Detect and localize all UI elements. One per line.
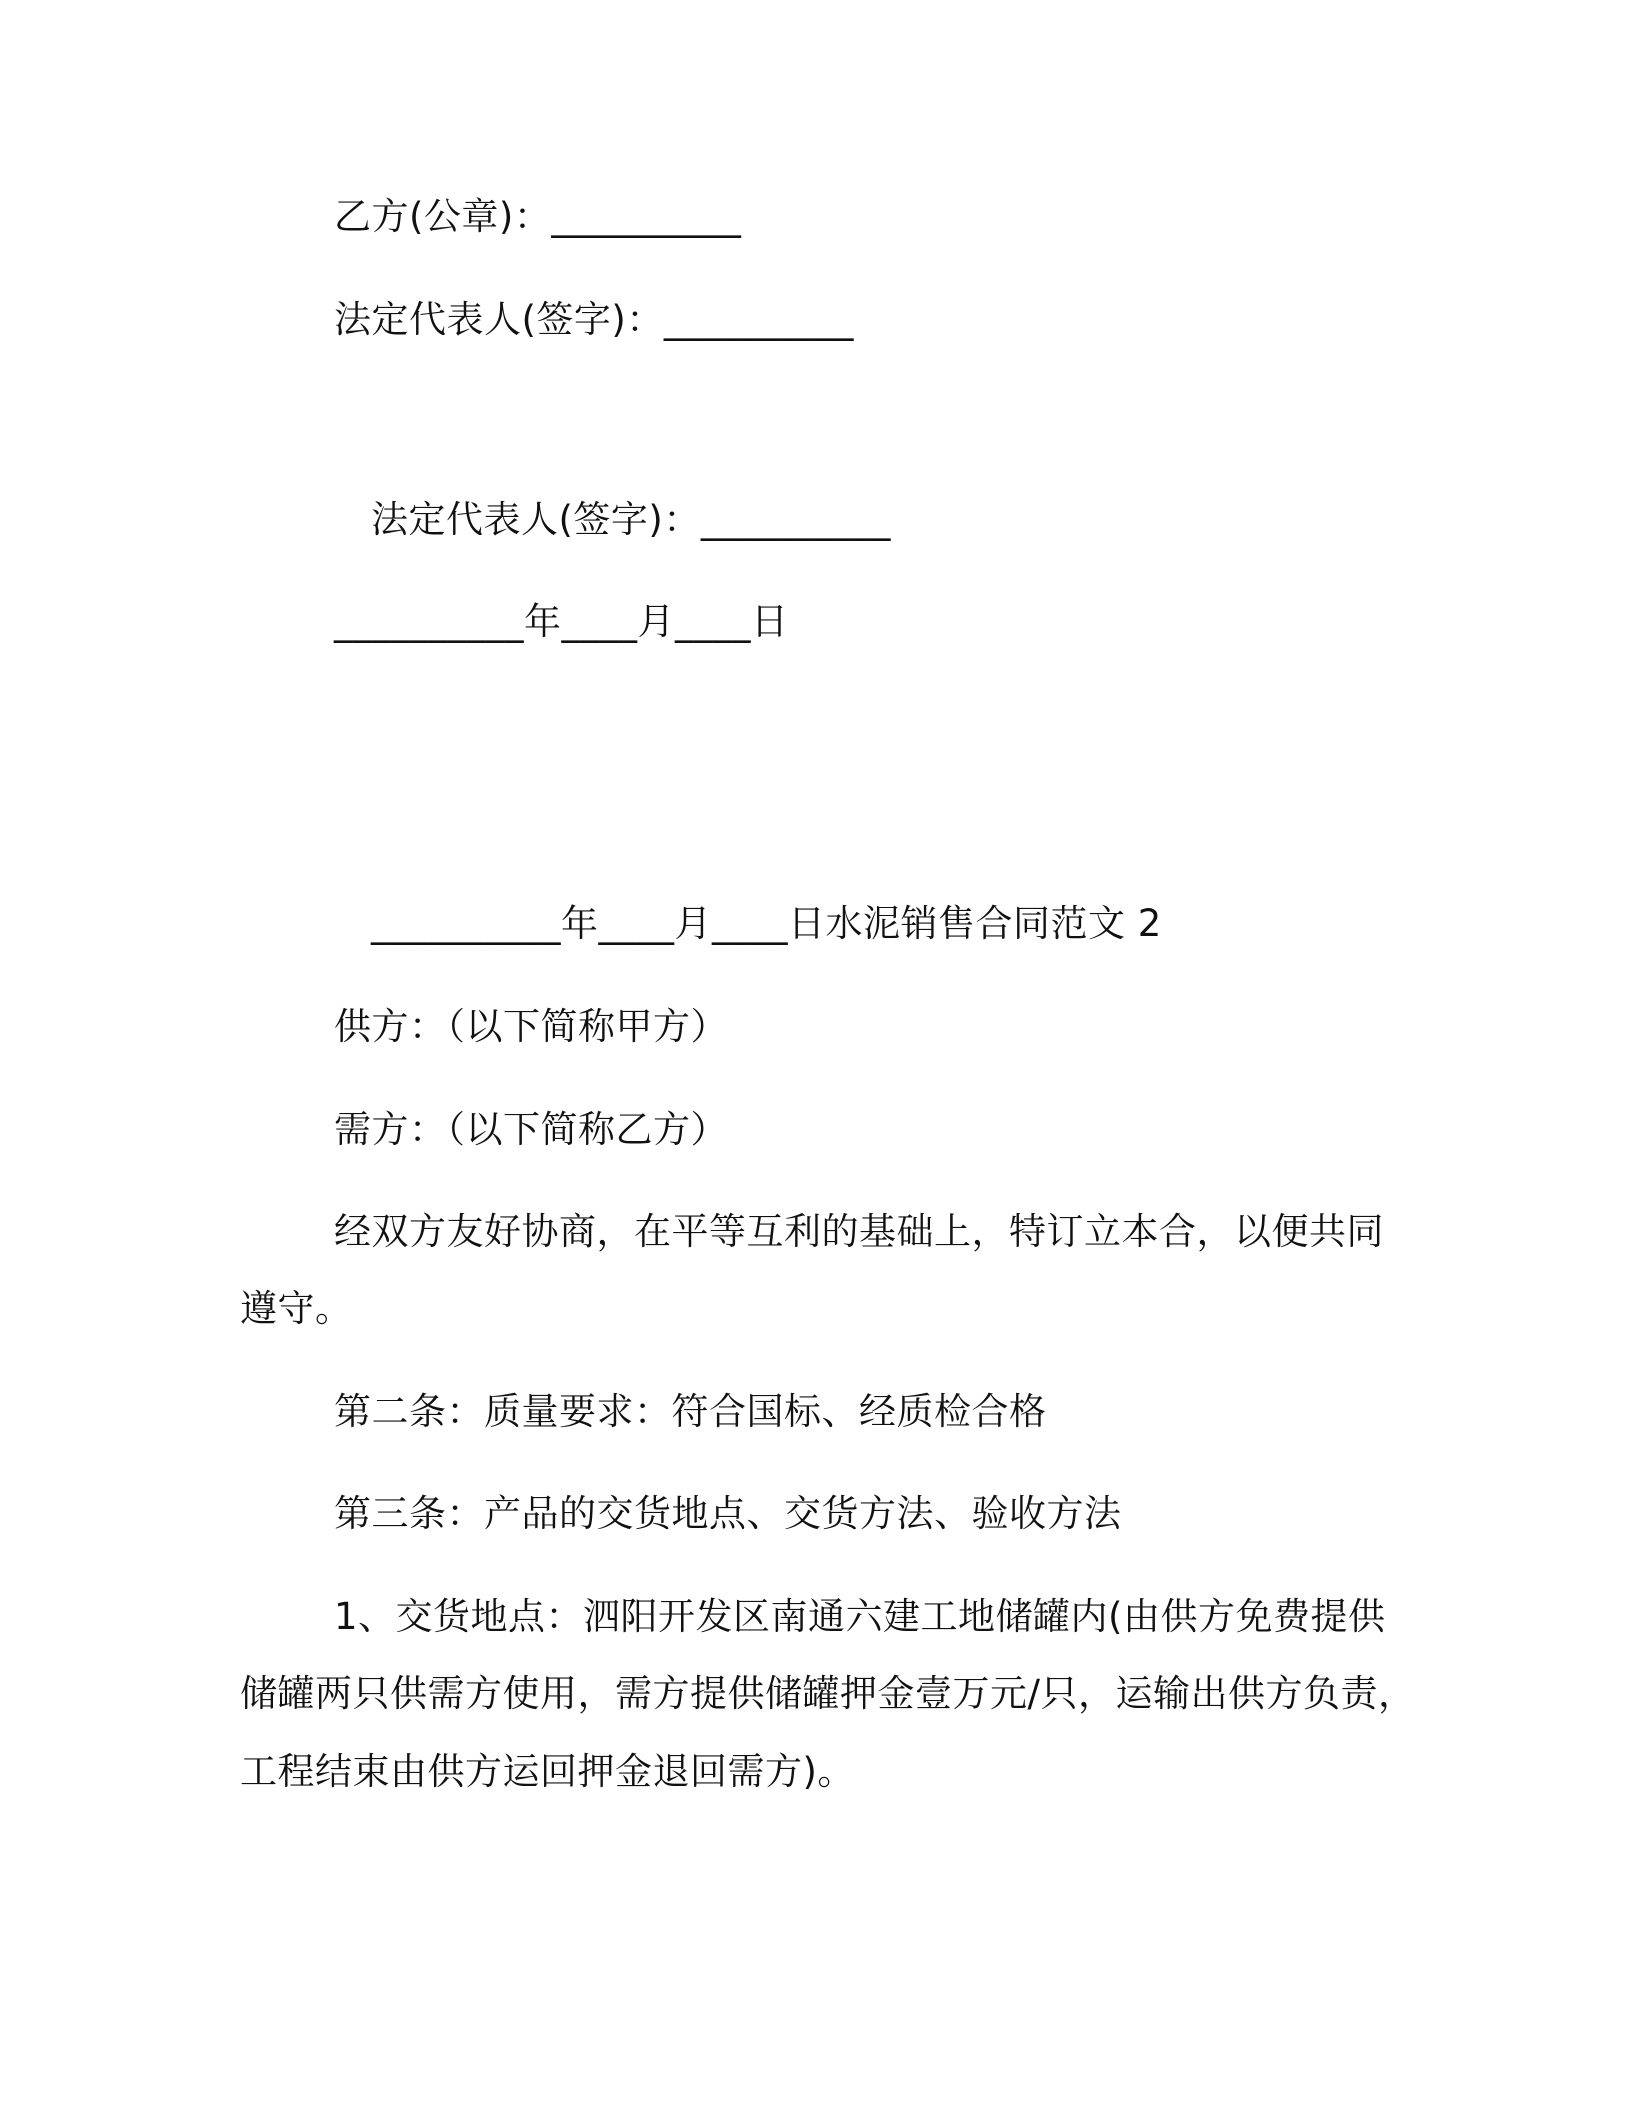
preamble-line-1: 经双方友好协商，在平等互利的基础上，特订立本合，以便共同: [334, 1210, 1384, 1253]
legal-rep-signature-line-2: 法定代表人(签字)：__________: [371, 498, 891, 541]
supplier-line: 供方：（以下简称甲方）: [334, 1005, 728, 1048]
article-3-line: 第三条：产品的交货地点、交货方法、验收方法: [334, 1492, 1122, 1535]
delivery-location-line-2: 储罐两只供需方使用，需方提供储罐押金壹万元/只，运输出供方负责，: [240, 1672, 1416, 1715]
delivery-location-line-1: 1、交货地点：泗阳开发区南通六建工地储罐内(由供方免费提供: [334, 1595, 1386, 1638]
article-2-line: 第二条：质量要求：符合国标、经质检合格: [334, 1390, 1047, 1433]
preamble-line-2: 遵守。: [240, 1287, 353, 1330]
party-b-seal-line: 乙方(公章)：__________: [334, 195, 742, 238]
contract-title-line: __________年____月____日水泥销售合同范文 2: [371, 902, 1162, 945]
date-line: __________年____月____日: [334, 600, 789, 643]
buyer-line: 需方：（以下简称乙方）: [334, 1108, 728, 1151]
delivery-location-line-3: 工程结束由供方运回押金退回需方)。: [240, 1750, 855, 1793]
legal-rep-signature-line: 法定代表人(签字)：__________: [334, 298, 854, 341]
